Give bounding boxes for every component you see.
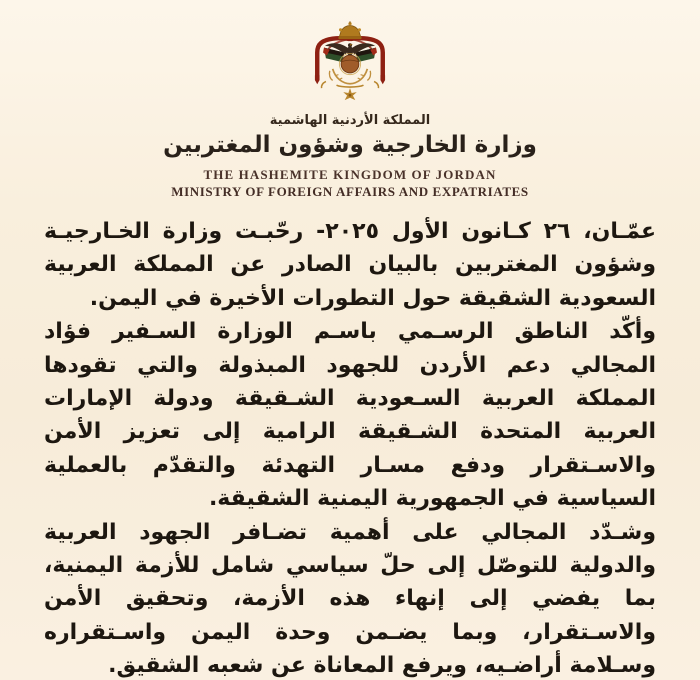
kingdom-name-arabic: المملكة الأردنية الهاشمية	[269, 113, 431, 128]
star-of-hashemites-icon	[343, 88, 356, 100]
globe-icon	[339, 53, 360, 74]
royal-crown-icon	[338, 21, 361, 39]
statement-paragraph-dateline: عمّـان، ٢٦ كـانون الأول ٢٠٢٥- رحّبـت وزارة الخـارجيـة وشؤون المغتربين بالبيان الصادر عن المملكة العربية السعودية الشقيقة حول التطورات الأخيرة في اليمن.	[44, 219, 656, 311]
ministry-name-arabic: وزارة الخارجية وشؤون المغتربين	[163, 132, 537, 158]
letterhead	[0, 0, 700, 200]
statement-paragraph-solution: وشـدّد المجالي على أهمية تضـافر الجهود العربية والدولية للتوصّل إلى حلّ سياسي شامل للأزمة اليمنية، بما يفضي إلى إنهاء هذه الأزمة، وتحقيق الأمن والاسـتقرار، وبما يضـمن وحدة اليمن واسـتقراره وسـلامة أراضـيه، ويرفع المعاناة عن شعبه الشقيق.	[44, 519, 656, 679]
ministry-name-english: MINISTRY OF FOREIGN AFFAIRS AND EXPATRIATES	[171, 184, 529, 199]
jordan-coat-of-arms-icon	[297, 20, 403, 110]
statement-body	[44, 215, 656, 680]
statement-paragraph-support: وأكّد الناطق الرسـمي باسـم الوزارة السـفير فؤاد المجالي دعم الأردن للجهود المبذولة والتي تقودها المملكة العربية السـعودية الشـقيقة ودولة الإمارات العربية المتحدة الشـقيقة الرامية إلى تعزيز الأمن والاسـتقرار ودفع مسـار التهدئة والتقدّم بالعملية السياسية في الجمهورية اليمنية الشقيقة.	[44, 319, 656, 512]
mantle-tassels	[315, 75, 385, 85]
kingdom-name-english: THE HASHEMITE KINGDOM OF JORDAN	[203, 167, 497, 182]
ribbon-curls	[321, 81, 378, 88]
